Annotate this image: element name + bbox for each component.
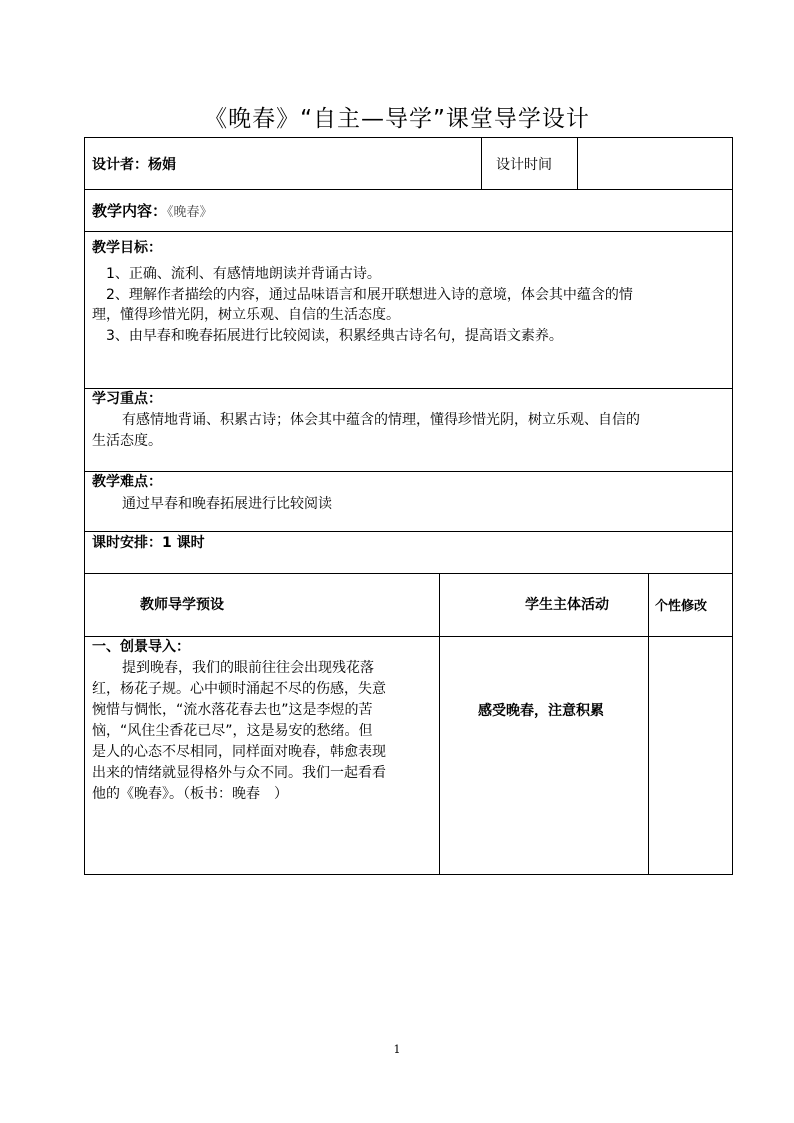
section1-line: 出来的情绪就显得格外与众不同。我们一起看看 xyxy=(92,765,386,781)
content-label xyxy=(92,201,213,223)
section1-line: 是人的心态不尽相同，同样面对晚春，韩愈表现 xyxy=(92,744,386,760)
section1-line: 红，杨花子规。心中顿时涌起不尽的伤感，失意 xyxy=(92,681,386,697)
section1-line: 恼，“风住尘香花已尽”，这是易安的愁绪。但 xyxy=(92,723,373,739)
content-label-text: 教学内容： xyxy=(92,202,168,220)
key-points-line: 有感情地背诵、积累古诗；体会其中蕴含的情理，懂得珍惜光阴，树立乐观、自信的 xyxy=(122,412,640,428)
designer-label: 设计者：杨娟 xyxy=(92,157,176,173)
goal-item: 3、由早春和晚春拓展进行比较阅读，积累经典古诗名句，提高语文素养。 xyxy=(106,328,563,344)
key-points-line: 生活态度。 xyxy=(92,433,162,449)
column-teacher: 教师导学预设 xyxy=(140,597,224,613)
goal-item: 1、正确、流利、有感情地朗读并背诵古诗。 xyxy=(106,266,381,282)
goals-label: 教学目标： xyxy=(92,240,162,256)
schedule-label: 课时安排：1 课时 xyxy=(92,535,205,551)
content-value: 《晚春》 xyxy=(167,205,213,220)
goal-item: 2、理解作者描绘的内容，通过品味语言和展开联想进入诗的意境，体会其中蕴含的情 xyxy=(106,287,633,303)
section1-line: 他的《晚春》。（板书：晚春 ） xyxy=(92,786,288,802)
section1-heading: 一、创景导入： xyxy=(92,639,190,655)
column-personal: 个性修改 xyxy=(655,599,708,614)
section1-line: 提到晚春，我们的眼前往往会出现残花落 xyxy=(122,660,374,676)
difficulty-value: 通过早春和晚春拓展进行比较阅读 xyxy=(122,496,332,512)
column-student: 学生主体活动 xyxy=(525,597,609,613)
page-title: 《晚春》“自主—导学”课堂导学设计 xyxy=(204,106,590,132)
difficulty-label: 教学难点： xyxy=(92,474,162,490)
section1-line: 惋惜与惆怅，“流水落花春去也”这是李煜的苦 xyxy=(92,702,373,718)
design-time-label: 设计时间 xyxy=(496,157,552,173)
key-points-label: 学习重点： xyxy=(92,391,162,407)
page-number: 1 xyxy=(393,1043,401,1056)
student-activity: 感受晚春，注意积累 xyxy=(478,703,604,719)
goal-item: 理，懂得珍惜光阴，树立乐观、自信的生活态度。 xyxy=(92,307,400,323)
